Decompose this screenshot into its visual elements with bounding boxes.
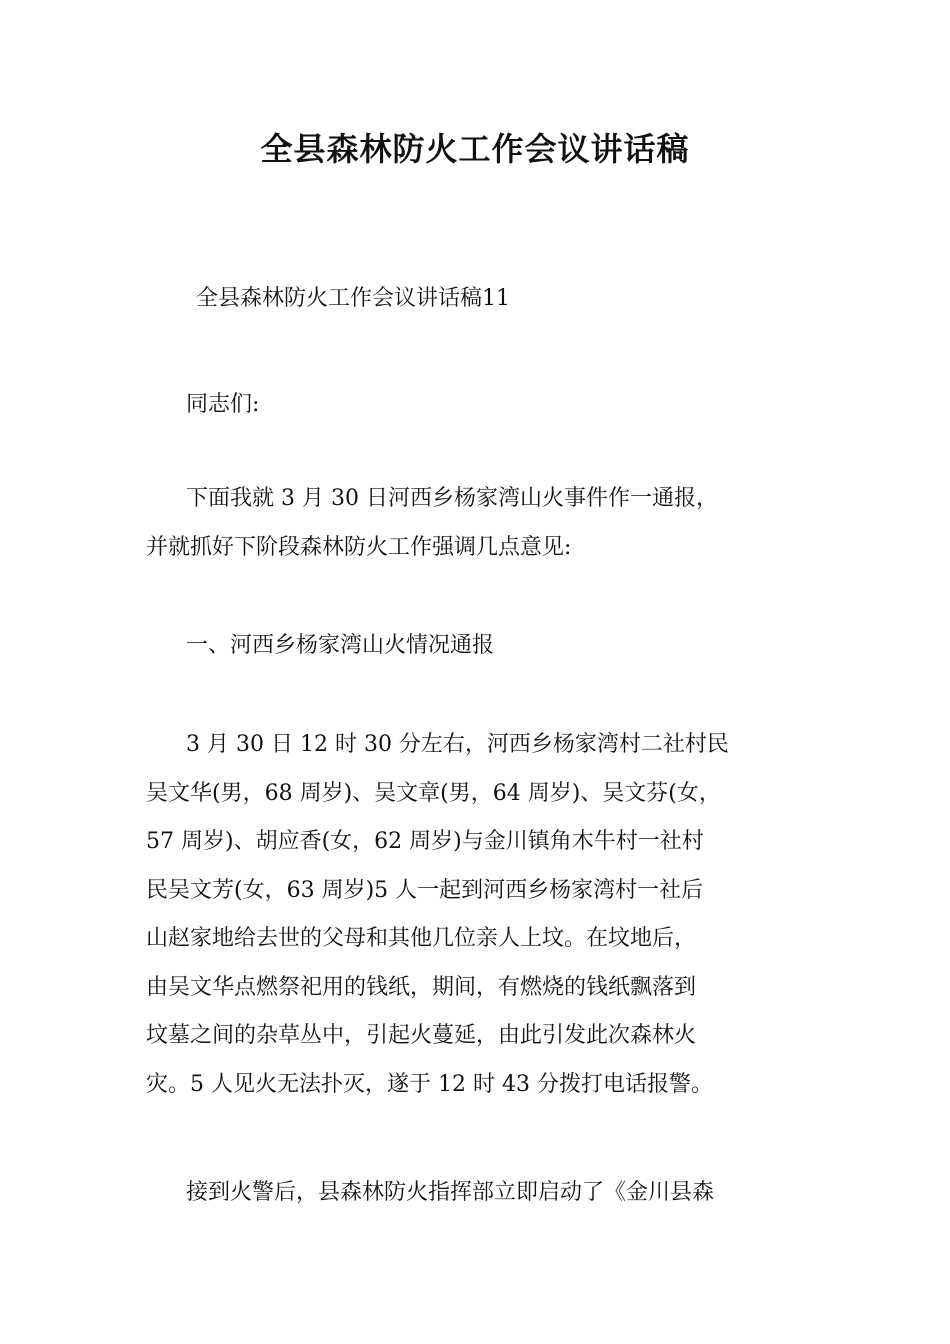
intro-paragraph <box>146 475 846 572</box>
paragraph-line: 由吴文华点燃祭祀用的钱纸，期间，有燃烧的钱纸飘落到 <box>146 974 697 1000</box>
paragraph-line: 灾。5 人见火无法扑灭，遂于 12 时 43 分拨打电话报警。 <box>146 1071 713 1097</box>
incident-paragraph <box>146 721 846 1109</box>
response-paragraph <box>146 1169 846 1218</box>
salutation <box>146 381 846 430</box>
intro-line: 并就抓好下阶段森林防火工作强调几点意见: <box>146 534 572 560</box>
paragraph-line: 接到火警后，县森林防火指挥部立即启动了《金川县森 <box>186 1180 715 1205</box>
section-heading <box>146 622 846 671</box>
salutation-text: 同志们: <box>186 392 260 417</box>
paragraph-line: 民吴文芳(女，63 周岁)5 人一起到河西乡杨家湾村一社后 <box>146 877 704 903</box>
paragraph-line: 吴文华(男，68 周岁)、吴文章(男，64 周岁)、吴文芬(女， <box>146 780 721 806</box>
paragraph-line: 山赵家地给去世的父母和其他几位亲人上坟。在坟地后， <box>146 926 697 951</box>
section-heading-text: 一、河西乡杨家湾山火情况通报 <box>186 633 495 658</box>
paragraph-line: 57 周岁)、胡应香(女，62 周岁)与金川镇角木牛村一社村 <box>146 829 704 854</box>
document-title: 全县森林防火工作会议讲话稿 <box>260 130 690 168</box>
paragraph-line: 3 月 30 日 12 时 30 分左右，河西乡杨家湾村二社村民 <box>186 732 729 757</box>
paragraph-line: 坟墓之间的杂草丛中，引起火蔓延，由此引发此次森林火 <box>146 1023 697 1048</box>
document-subtitle: 全县森林防火工作会议讲话稿11 <box>196 286 510 311</box>
intro-line: 下面我就 3 月 30 日河西乡杨家湾山火事件作一通报， <box>186 486 718 511</box>
